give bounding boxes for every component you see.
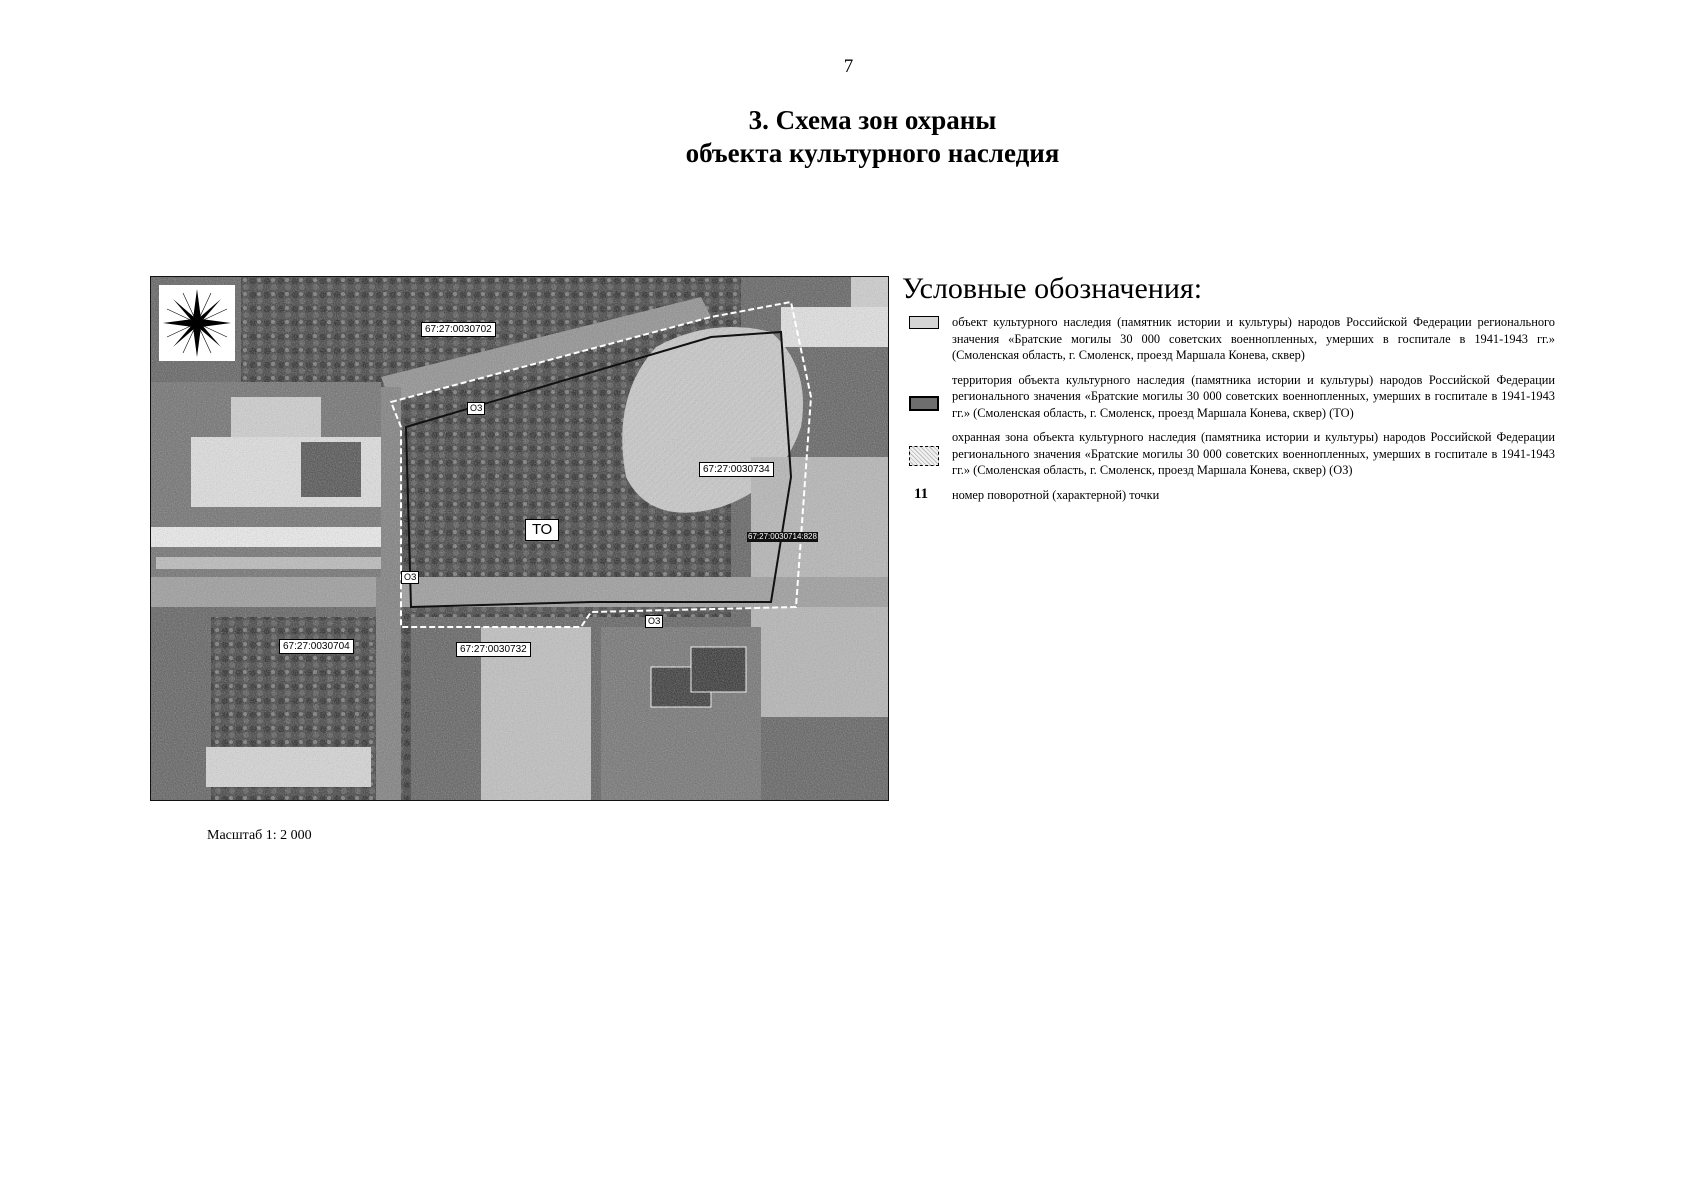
object-swatch-icon: [909, 316, 939, 329]
legend-item-text: территория объекта культурного наследия (памятника истории и культуры) народов Российской Федерации регионального значения «Братские могилы 30 000 советских военнопленных, умерших в госпитале в 1941-1943 гг.» (Смоленская область, г. Смоленск, проезд Маршала Конева, сквер) (ТО): [952, 372, 1555, 420]
cadastral-label: 67:27:0030702: [421, 322, 496, 337]
aerial-map: [150, 276, 889, 801]
territory-tag: ТО: [525, 519, 559, 541]
cadastral-label: 67:27:0030734: [699, 462, 774, 477]
compass-rose-icon: [159, 285, 235, 361]
cadastral-label: 67:27:0030704: [279, 639, 354, 654]
zone-tag: ОЗ: [401, 571, 419, 584]
legend: [900, 272, 1555, 511]
zone-tag: ОЗ: [467, 402, 485, 415]
point-number-sample: 11: [914, 485, 929, 502]
map-scale: Масштаб 1: 2 000: [207, 828, 312, 843]
legend-item-territory: [900, 372, 1555, 422]
point-tag: 67:27:0030714:828: [748, 532, 817, 541]
legend-title: Условные обозначения:: [902, 272, 1203, 305]
zone-tag: ОЗ: [645, 615, 663, 628]
cadastral-label: 67:27:0030732: [456, 642, 531, 657]
zone-swatch-icon: [909, 446, 939, 466]
territory-swatch-icon: [909, 396, 939, 411]
page-title: [0, 104, 1697, 170]
legend-item-object: [900, 314, 1555, 364]
legend-item-text: объект культурного наследия (памятник истории и культуры) народов Российской Федерации регионального значения «Братские могилы 30 000 советских военнопленных, умерших в госпитале в 1941-1943 гг.» (Смоленская область, г. Смоленск, проезд Маршала Конева, сквер): [952, 315, 1555, 362]
legend-item-text: охранная зона объекта культурного наследия (памятника истории и культуры) народов Российской Федерации регионального значения «Братские могилы 30 000 советских военнопленных, умерших в госпитале в 1941-1943 гг.» (Смоленская область, г. Смоленск, проезд Маршала Конева, сквер) (ОЗ): [952, 430, 1555, 477]
title-line-1: 3. Схема зон охраны: [748, 105, 997, 135]
legend-item-text: номер поворотной (характерной) точки: [952, 487, 1160, 502]
legend-item-point: [900, 487, 1555, 504]
title-line-2: объекта культурного наследия: [685, 138, 1060, 168]
page-number: 7: [843, 56, 854, 77]
legend-item-protection-zone: [900, 429, 1555, 479]
